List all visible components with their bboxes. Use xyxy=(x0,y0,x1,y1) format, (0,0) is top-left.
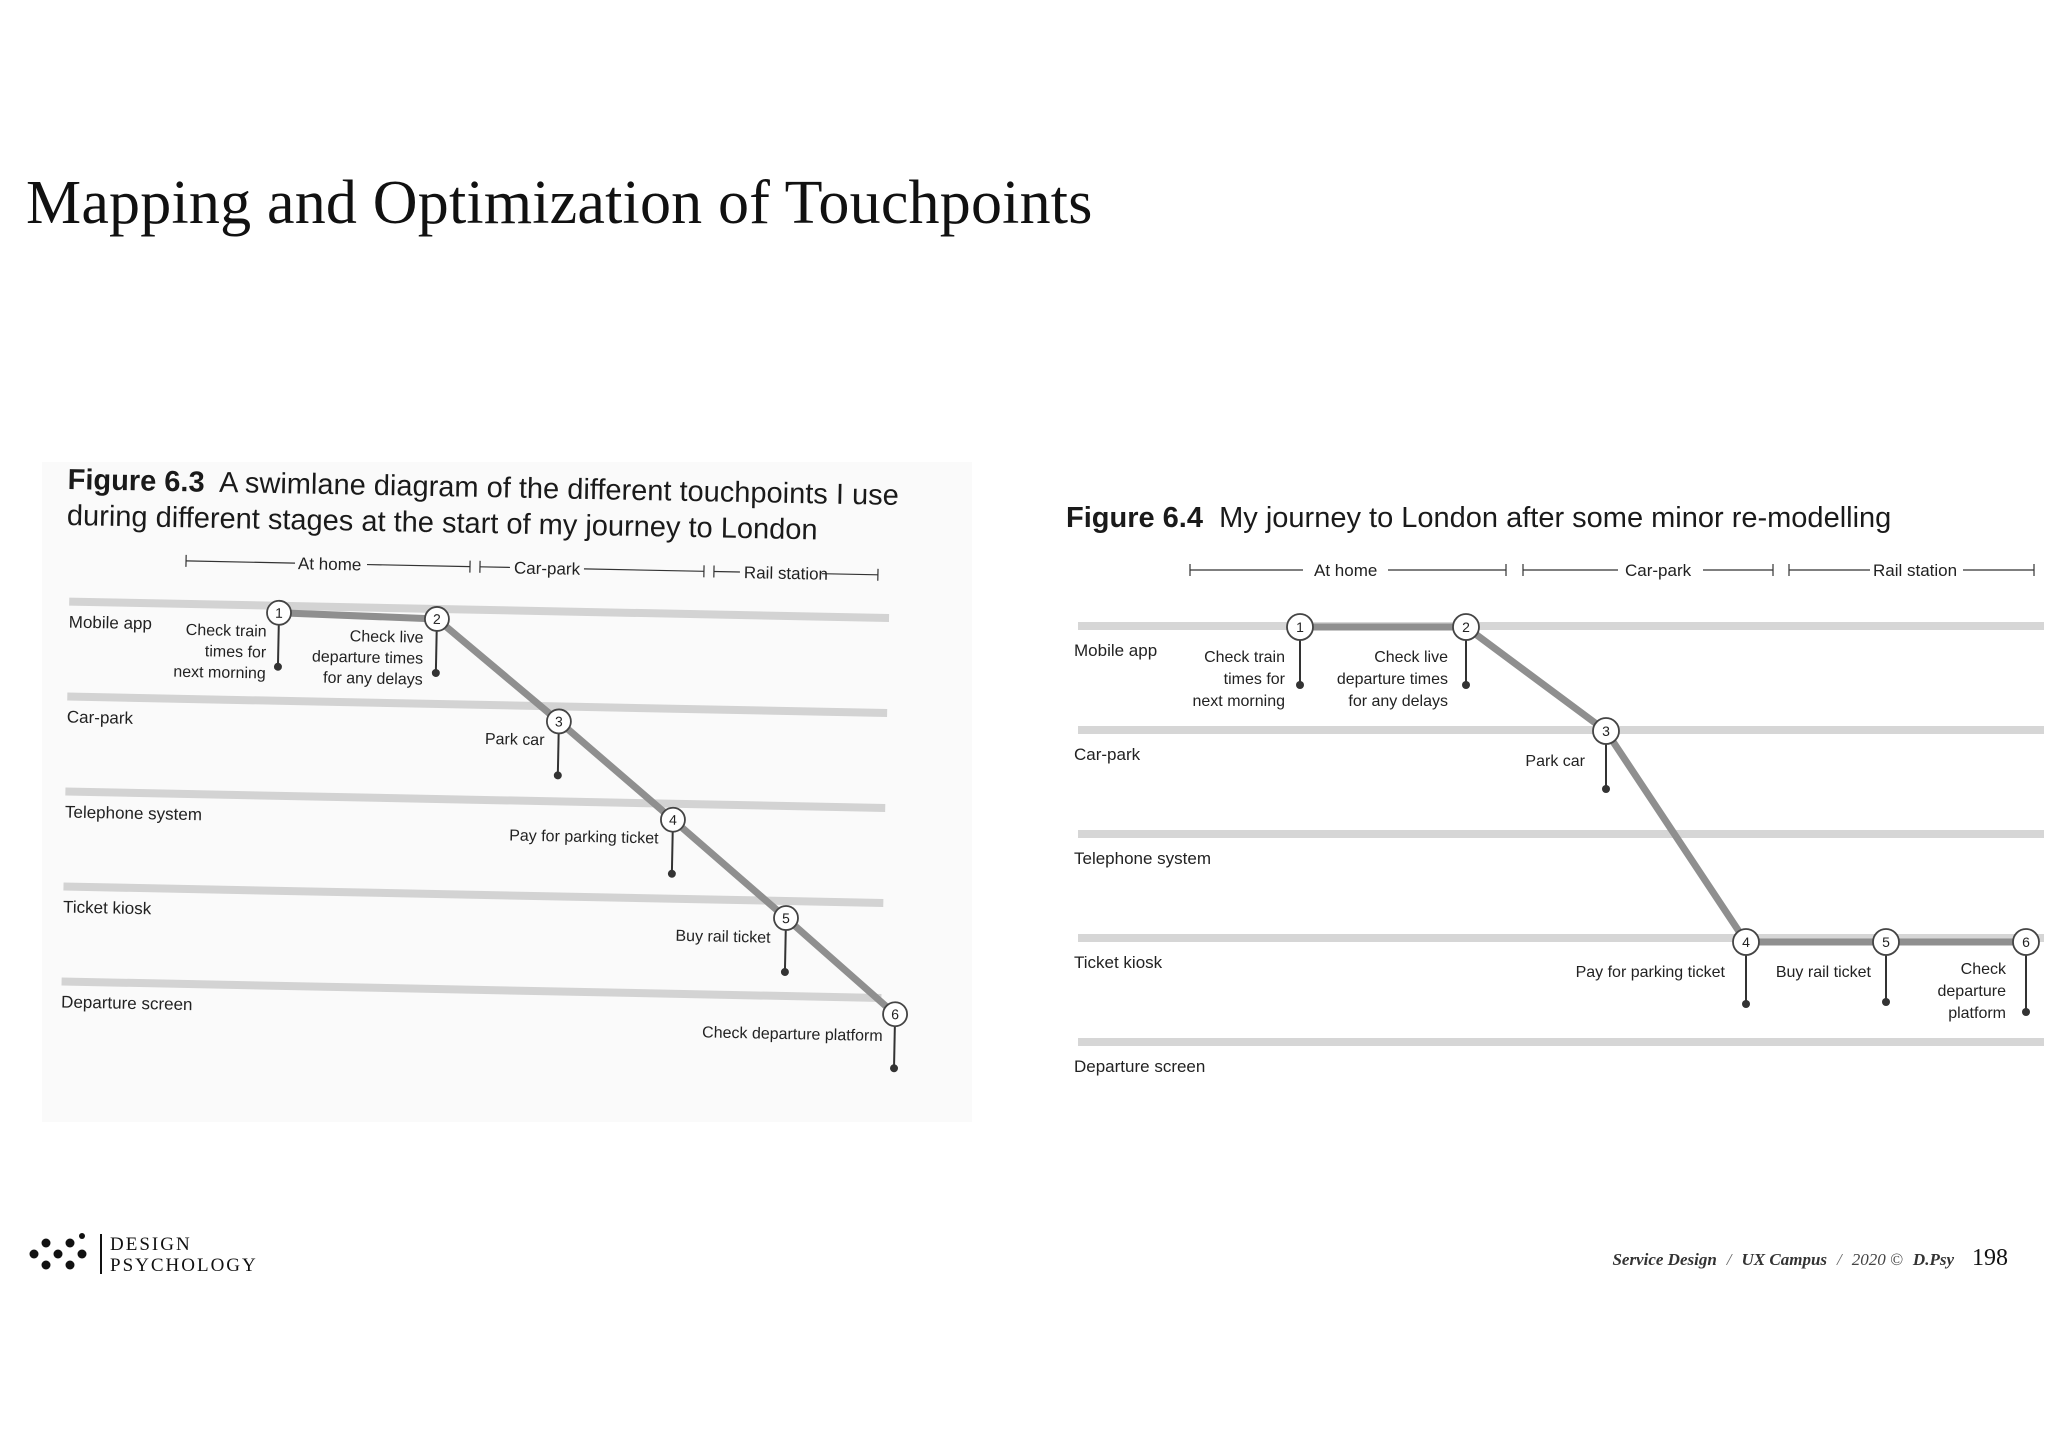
lane-label-ticket-kiosk: Ticket kiosk xyxy=(62,897,152,919)
lane-band-car-park xyxy=(67,693,887,717)
figure-6-3-label: Figure 6.3 xyxy=(67,463,205,499)
touchpoint-1-label-line-1: Check train xyxy=(1204,649,1285,666)
touchpoint-2-label-line-3: for any delays xyxy=(322,669,423,689)
footer-year: 2020 © xyxy=(1851,1250,1903,1269)
figure-6-3-caption-line-2: during different stages at the start of my journey to London xyxy=(66,500,818,547)
touchpoint-6-label-line-1: Check departure platform xyxy=(701,1024,883,1045)
dots-logo-icon xyxy=(28,1232,94,1276)
touchpoint-4-label-line-1: Pay for parking ticket xyxy=(1575,964,1725,981)
stage-label-at-home: At home xyxy=(1314,561,1378,580)
stage-label-car-park: Car-park xyxy=(513,558,581,579)
stage-label-car-park: Car-park xyxy=(1625,561,1692,580)
stage-label-rail-station: Rail station xyxy=(743,563,829,584)
touchpoint-3 xyxy=(484,708,571,780)
stage-label-rail-station: Rail station xyxy=(1873,561,1958,580)
touchpoint-1 xyxy=(173,599,291,683)
footer-separator-2: / xyxy=(1837,1250,1842,1269)
lane-label-telephone-system: Telephone system xyxy=(64,802,203,825)
touchpoint-2-label-line-3: for any delays xyxy=(1348,693,1448,710)
lane-band-mobile-app xyxy=(1078,622,2044,630)
touchpoint-5-number: 5 xyxy=(781,909,791,927)
figure-6-4-caption-line-1: My journey to London after some minor re-modelling xyxy=(1219,502,1892,534)
footer-author: D.Psy xyxy=(1912,1250,1954,1269)
touchpoint-2-label-line-1: Check live xyxy=(1374,649,1448,666)
figure-6-3-diagram xyxy=(42,462,972,1122)
page-number: 198 xyxy=(1972,1245,2008,1271)
touchpoint-6-label-line-1: Check xyxy=(1960,961,2006,978)
lane-label-mobile-app: Mobile app xyxy=(68,612,153,634)
touchpoint-3-number: 3 xyxy=(1602,723,1610,739)
logo-text-design: DESIGN xyxy=(110,1234,192,1255)
lane-label-car-park: Car-park xyxy=(1074,745,1141,764)
figure-6-4-label: Figure 6.4 xyxy=(1066,502,1203,534)
touchpoint-5-label-line-1: Buy rail ticket xyxy=(675,927,771,947)
touchpoint-3-number: 3 xyxy=(554,713,563,730)
design-psychology-logo xyxy=(28,1232,288,1280)
lane-label-telephone-system: Telephone system xyxy=(1074,849,1212,868)
lane-label-ticket-kiosk: Ticket kiosk xyxy=(1074,953,1163,972)
touchpoint-2-label-line-1: Check live xyxy=(349,628,424,647)
touchpoint-1-label-line-3: next morning xyxy=(173,663,266,683)
touchpoint-3-label-line-1: Park car xyxy=(1525,753,1585,770)
figure-6-4 xyxy=(1058,488,2048,1108)
touchpoint-4 xyxy=(508,804,685,878)
lane-band-car-park xyxy=(1078,726,2044,734)
footer-campus: UX Campus xyxy=(1741,1250,1828,1269)
touchpoint-6-label-line-2: departure xyxy=(1937,983,2006,1000)
lane-band-mobile-app xyxy=(69,598,889,622)
touchpoint-4-number: 4 xyxy=(1742,934,1750,950)
stage-label-at-home: At home xyxy=(297,554,362,575)
touchpoint-1-number: 1 xyxy=(274,604,284,621)
touchpoint-5-number: 5 xyxy=(1882,934,1890,950)
page-title: Mapping and Optimization of Touchpoints xyxy=(26,169,1093,237)
figure-6-3 xyxy=(42,462,972,1122)
touchpoint-2-number: 2 xyxy=(432,610,441,628)
touchpoint-2-label-line-2: departure times xyxy=(311,648,424,668)
touchpoint-1-label-line-1: Check train xyxy=(185,621,267,641)
lane-band-departure-screen xyxy=(1078,1038,2044,1046)
touchpoint-4-label-line-1: Pay for parking ticket xyxy=(509,827,659,848)
logo-divider xyxy=(100,1234,102,1274)
lane-label-mobile-app: Mobile app xyxy=(1074,641,1158,660)
lane-band-telephone-system xyxy=(1078,830,2044,838)
lane-label-car-park: Car-park xyxy=(66,707,134,728)
touchpoint-2-number: 2 xyxy=(1462,619,1470,635)
touchpoint-4-number: 4 xyxy=(668,811,678,828)
touchpoint-1-label-line-3: next morning xyxy=(1192,693,1285,710)
touchpoint-1-label-line-2: times for xyxy=(1223,671,1285,688)
touchpoint-3-label-line-1: Park car xyxy=(484,730,545,750)
lane-label-departure-screen: Departure screen xyxy=(1074,1057,1206,1076)
figure-6-3-caption-line-1: A swimlane diagram of the different touchpoints I use xyxy=(218,466,900,512)
lane-label-departure-screen: Departure screen xyxy=(60,992,193,1015)
figure-6-4-diagram xyxy=(1058,488,2048,1108)
touchpoint-6-number: 6 xyxy=(2022,934,2030,950)
touchpoint-6 xyxy=(701,998,907,1072)
logo-text-psychology: PSYCHOLOGY xyxy=(110,1255,258,1276)
footer-course: Service Design xyxy=(1612,1250,1717,1269)
footer-credits xyxy=(1612,1245,2008,1272)
touchpoint-5-label-line-1: Buy rail ticket xyxy=(1775,964,1871,981)
touchpoint-2-label-line-2: departure times xyxy=(1336,671,1448,688)
touchpoint-1-label-line-2: times for xyxy=(204,643,267,662)
touchpoint-6-label-line-3: platform xyxy=(1948,1005,2006,1022)
touchpoint-5 xyxy=(675,904,799,976)
footer-separator-1: / xyxy=(1726,1250,1732,1269)
touchpoint-6-number: 6 xyxy=(891,1006,900,1023)
touchpoint-1-number: 1 xyxy=(1296,619,1304,635)
